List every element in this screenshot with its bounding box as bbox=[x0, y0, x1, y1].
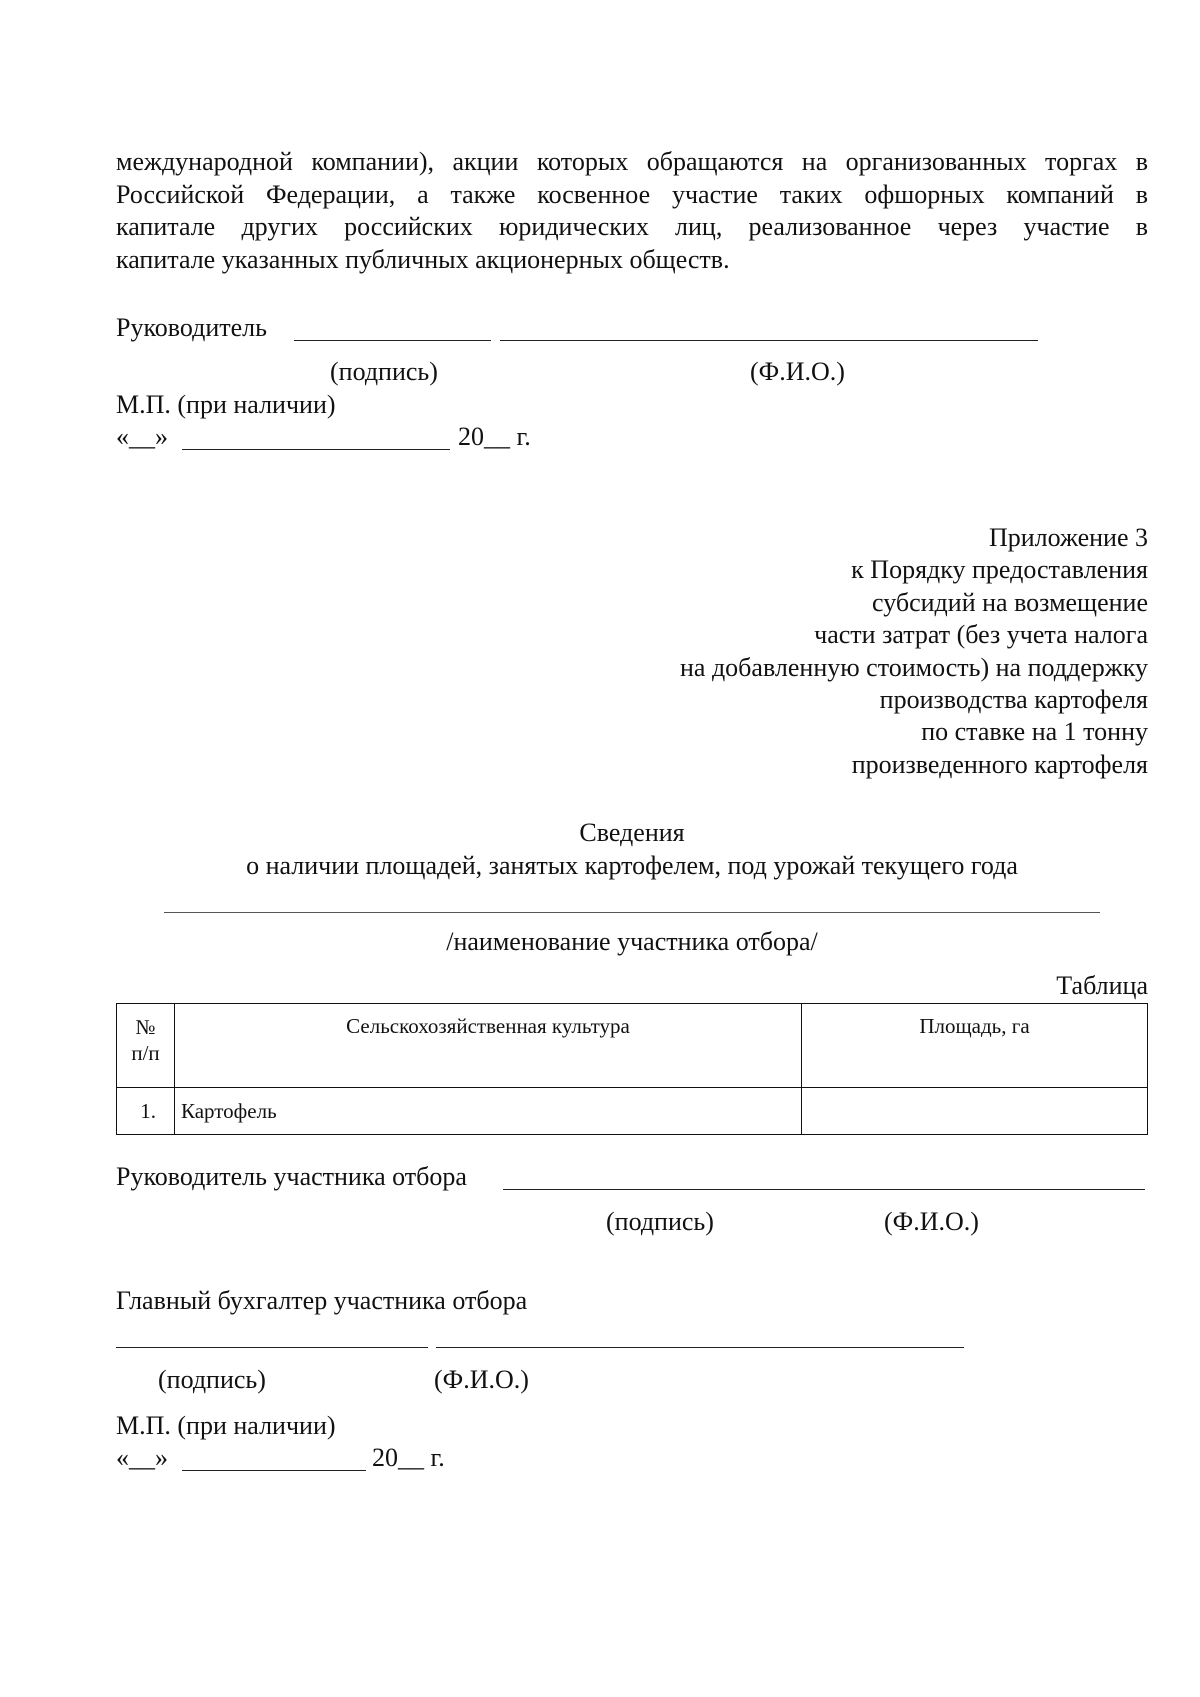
date-month-line bbox=[182, 1470, 366, 1471]
document-title: Сведения bbox=[579, 818, 685, 847]
date-day: «__» bbox=[116, 1443, 168, 1472]
date-day: «__» bbox=[116, 422, 168, 451]
document-subtitle: о наличии площадей, занятых картофелем, под урожай текущего года bbox=[246, 851, 1018, 880]
intro-paragraph bbox=[116, 146, 1148, 276]
intro-line: капитале указанных публичных акционерных обществ. bbox=[116, 244, 730, 274]
stamp-label: М.П. (при наличии) bbox=[116, 390, 336, 419]
appendix-line: на добавленную стоимость) на поддержку bbox=[680, 652, 1148, 682]
signatory-label: Руководитель bbox=[116, 313, 267, 342]
name-caption: (Ф.И.О.) bbox=[884, 1207, 979, 1236]
appendix-line: части затрат (без учета налога bbox=[814, 620, 1148, 650]
participant-caption: /наименование участника отбора/ bbox=[446, 927, 818, 956]
intro-line: Российской Федерации, а также косвенное участие таких офшорных компаний в bbox=[116, 179, 1148, 209]
number-header-line1: № bbox=[135, 1015, 156, 1039]
date-year: 20__ г. bbox=[372, 1443, 445, 1472]
stamp-label: М.П. (при наличии) bbox=[116, 1411, 336, 1440]
intro-line: капитале других российских юридических лиц, реализованное через участие в bbox=[116, 212, 1148, 241]
date-year: 20__ г. bbox=[458, 422, 531, 451]
number-header-line2: п/п bbox=[131, 1041, 160, 1065]
signature-line bbox=[294, 340, 491, 341]
appendix-header bbox=[448, 522, 1148, 781]
table-header-row bbox=[117, 1004, 1148, 1088]
name-line bbox=[436, 1347, 964, 1348]
participant-head-label: Руководитель участника отбора bbox=[116, 1162, 467, 1191]
column-header-area: Площадь, га bbox=[802, 1004, 1148, 1088]
signature-caption: (подпись) bbox=[158, 1365, 266, 1394]
name-caption: (Ф.И.О.) bbox=[434, 1365, 529, 1394]
appendix-line: произведенного картофеля bbox=[851, 749, 1148, 779]
signature-line bbox=[116, 1347, 428, 1348]
signature-caption: (подпись) bbox=[330, 357, 438, 386]
table-row bbox=[117, 1088, 1148, 1135]
cell-number: 1. bbox=[117, 1088, 175, 1135]
participant-head-line bbox=[503, 1189, 1145, 1190]
appendix-line: по ставке на 1 тонну bbox=[921, 717, 1148, 747]
participant-name-line bbox=[164, 912, 1100, 913]
column-header-number bbox=[117, 1004, 175, 1088]
table-label: Таблица bbox=[1056, 971, 1148, 1000]
appendix-line: к Порядку предоставления bbox=[851, 555, 1148, 585]
chief-accountant-label: Главный бухгалтер участника отбора bbox=[116, 1286, 528, 1315]
name-line bbox=[500, 340, 1038, 341]
areas-table bbox=[116, 1003, 1148, 1135]
signature-caption: (подпись) bbox=[606, 1207, 714, 1236]
appendix-line: Приложение 3 bbox=[988, 523, 1148, 552]
date-month-line bbox=[182, 449, 450, 450]
name-caption: (Ф.И.О.) bbox=[750, 357, 845, 386]
column-header-crop: Сельскохозяйственная культура bbox=[175, 1004, 802, 1088]
cell-crop: Картофель bbox=[175, 1088, 802, 1135]
intro-line: международной компании), акции которых обращаются на организованных торгах в bbox=[116, 147, 1148, 176]
cell-area[interactable] bbox=[802, 1088, 1148, 1135]
appendix-line: производства картофеля bbox=[879, 685, 1148, 715]
appendix-line: субсидий на возмещение bbox=[872, 587, 1148, 617]
